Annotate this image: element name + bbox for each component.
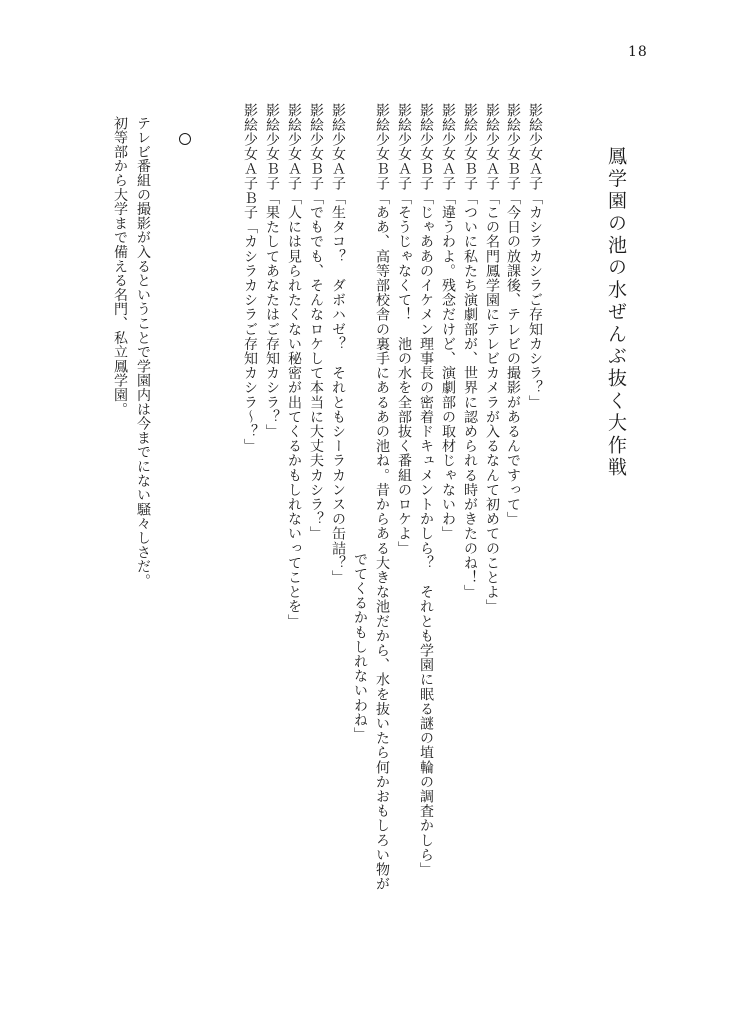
dialogue-line: 影絵少女Ａ子「カシラカシラご存知カシラ？」 bbox=[527, 103, 543, 410]
scene-title: 鳳学園の池の水ぜんぶ抜く大作戦 bbox=[605, 146, 627, 479]
dialogue-line: 影絵少女Ｂ子「ああ、高等部校舎の裏手にあるあの池ね。昔からある大きな池だから、水を抜いたら何かおもしろい物が bbox=[374, 103, 390, 892]
dialogue-line: 影絵少女Ａ子「人には見られたくない秘密が出てくるかもしれないってことを」 bbox=[286, 103, 302, 629]
dialogue-line: 影絵少女Ａ子「違うわよ。残念だけど、演劇部の取材じゃないわ」 bbox=[440, 103, 456, 541]
dialogue-line: 影絵少女Ｂ子「でもでも、そんなロケして本当に大丈夫カシラ？」 bbox=[308, 103, 324, 541]
dialogue-line: 影絵少女Ａ子「この名門鳳学園にテレビカメラが入るなんて初めてのことよ」 bbox=[484, 103, 500, 614]
dialogue-line: 影絵少女Ａ子「そうじゃなくて！ 池の水を全部抜く番組のロケよ」 bbox=[396, 103, 412, 556]
dialogue-line: 影絵少女Ｂ子「今日の放課後、テレビの撮影があるんですって」 bbox=[505, 103, 521, 527]
narration-line: 初等部から大学まで備える名門、私立鳳学園。 bbox=[112, 116, 128, 417]
dialogue-line: 影絵少女Ｂ子「ついに私たち演劇部が、世界に認められる時がきたのね！」 bbox=[462, 103, 478, 600]
page-number: 18 bbox=[628, 44, 648, 60]
scene-marker bbox=[179, 133, 191, 145]
dialogue-line: 影絵少女Ｂ子「果たしてあなたはご存知カシラ？」 bbox=[264, 103, 280, 439]
dialogue-continuation: でてくるかもしれないわね」 bbox=[352, 552, 368, 742]
dialogue-line: 影絵少女Ａ子「生タコ？ ダボハゼ？ それともシーラカンスの缶詰？」 bbox=[330, 103, 346, 585]
dialogue-line: 影絵少女Ｂ子「じゃああのイケメン理事長の密着ドキュメントかしら？ それとも学園に眠る謎の埴輪の調査かしら」 bbox=[418, 103, 434, 877]
dialogue-line: 影絵少女Ａ子Ｂ子「カシラカシラご存知カシラ〜？」 bbox=[242, 103, 258, 454]
narration-line: テレビ番組の撮影が入るということで学園内は今までにない騒々しさだ。 bbox=[135, 116, 151, 588]
